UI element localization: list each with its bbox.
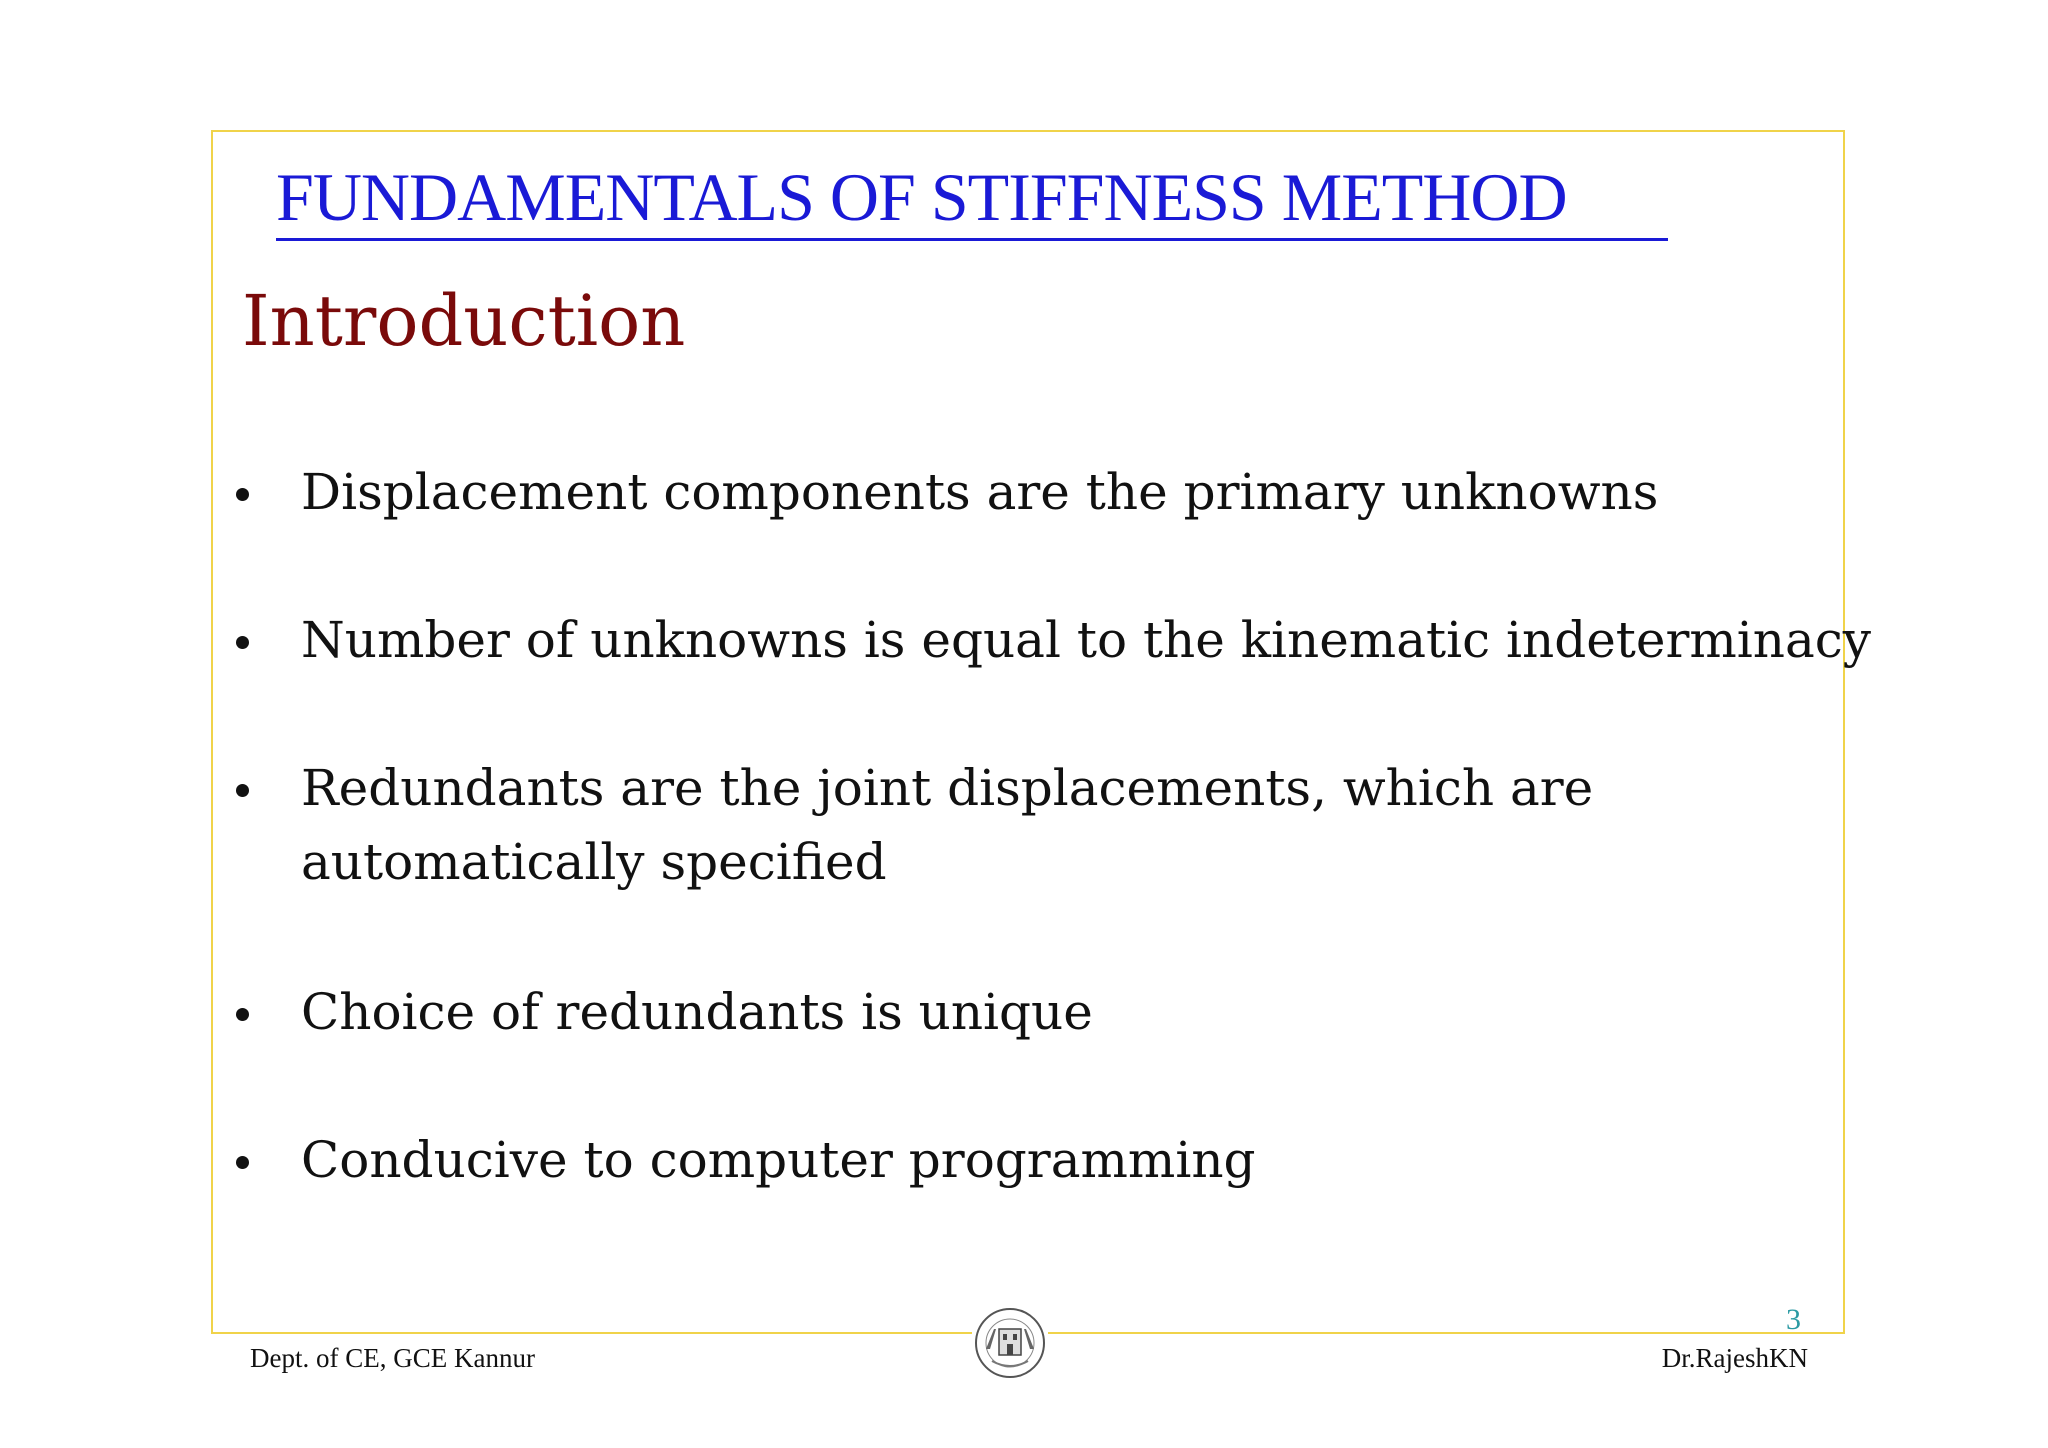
section-heading: Introduction bbox=[242, 280, 686, 362]
bullet-text-continuation: automatically specified bbox=[301, 833, 887, 891]
bullet-item bbox=[0, 603, 2048, 683]
bullet-item bbox=[0, 1123, 2048, 1203]
bullet-dot-icon bbox=[236, 488, 249, 501]
footer-author: Dr.RajeshKN bbox=[1661, 1343, 1808, 1373]
bullet-text: Redundants are the joint displacements, which are bbox=[301, 759, 1594, 817]
bullet-dot-icon bbox=[236, 784, 249, 797]
footer-department: Dept. of CE, GCE Kannur bbox=[250, 1343, 535, 1373]
bullet-item bbox=[0, 455, 2048, 535]
bullet-dot-icon bbox=[236, 636, 249, 649]
bullet-text: Number of unknowns is equal to the kinematic indeterminacy bbox=[301, 611, 1872, 669]
bullet-dot-icon bbox=[236, 1156, 249, 1169]
page-number: 3 bbox=[1786, 1303, 1801, 1336]
bullet-item bbox=[0, 975, 2048, 1055]
bullet-text: Displacement components are the primary unknowns bbox=[301, 463, 1659, 521]
slide-title: FUNDAMENTALS OF STIFFNESS METHOD bbox=[276, 159, 1567, 235]
title-underline bbox=[276, 238, 1668, 241]
bullet-text: Choice of redundants is unique bbox=[301, 983, 1093, 1041]
bullet-text: Conducive to computer programming bbox=[301, 1131, 1256, 1189]
bullet-dot-icon bbox=[236, 1008, 249, 1021]
college-seal-icon bbox=[972, 1305, 1048, 1381]
bullet-item bbox=[0, 751, 2048, 901]
